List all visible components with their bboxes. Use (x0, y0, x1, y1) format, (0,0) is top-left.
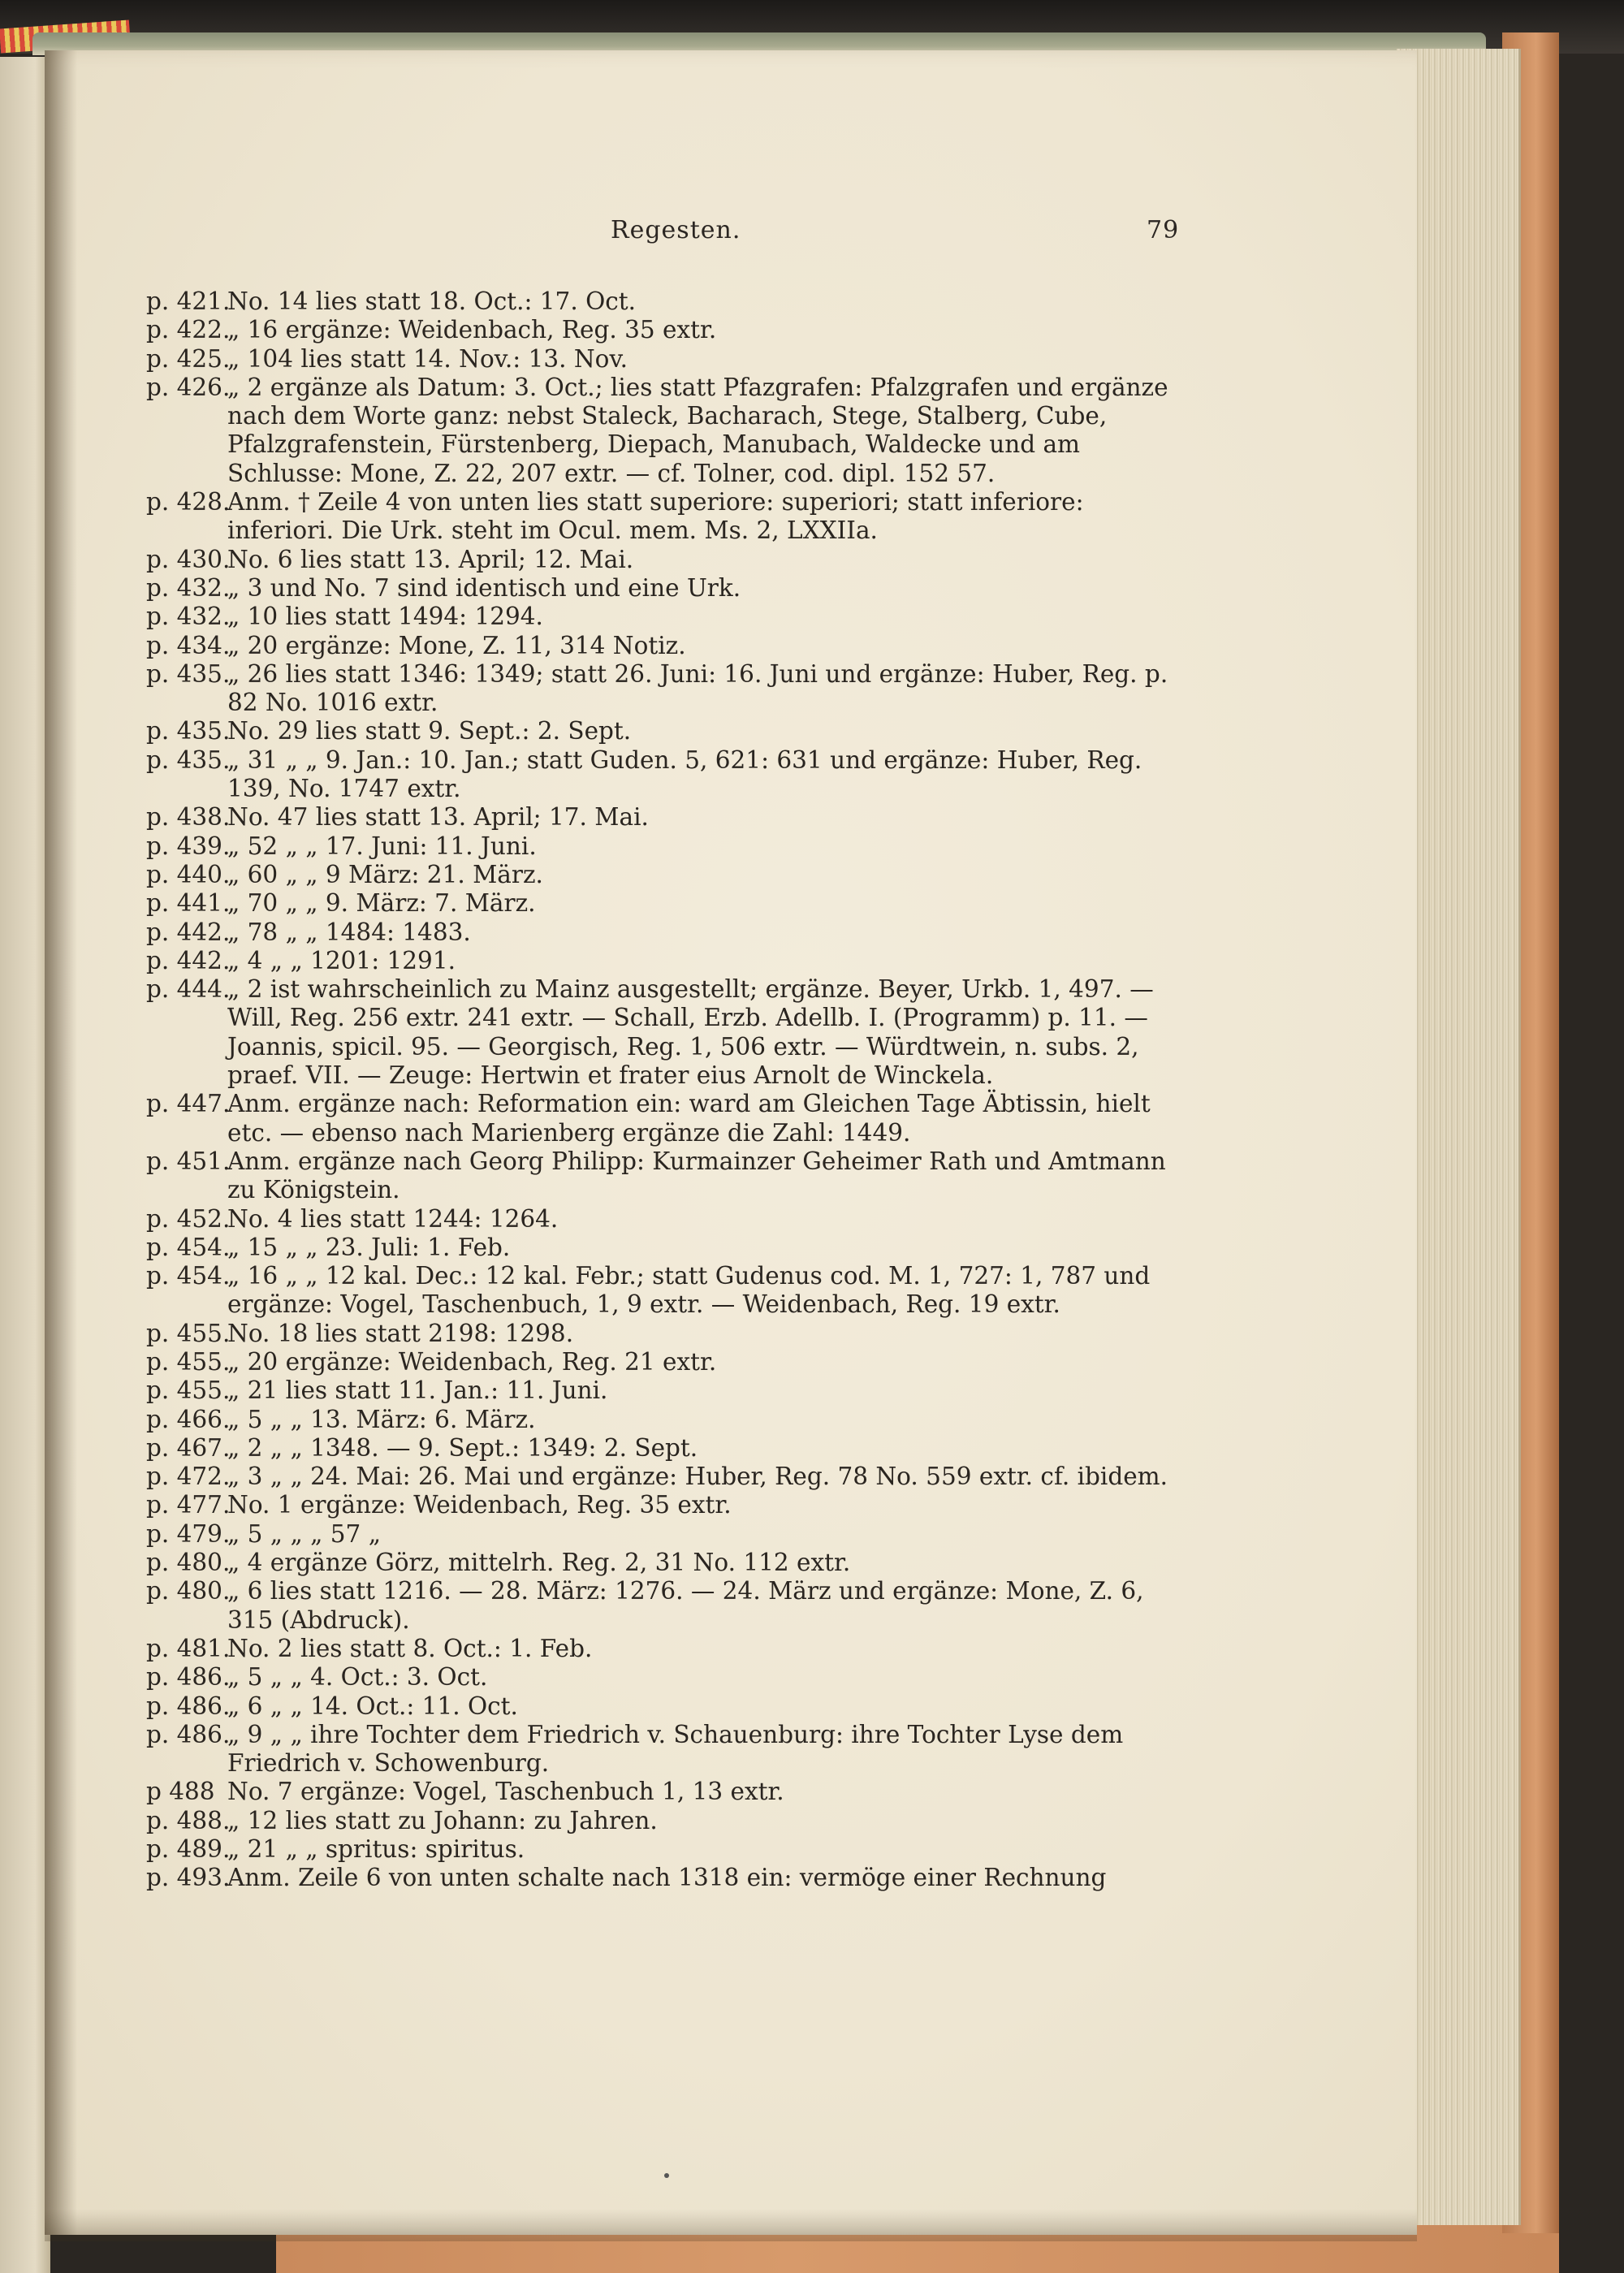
page-reference: p. 434. (146, 631, 231, 659)
errata-entry (146, 947, 1177, 975)
errata-entry (146, 1090, 1177, 1147)
page-reference: p. 486. (146, 1663, 231, 1692)
correction-text: „ 4 ergänze Görz, mittelrh. Reg. 2, 31 No. 112 extr. (227, 1549, 851, 1577)
page-mark (664, 2173, 669, 2178)
errata-entry (146, 1835, 1177, 1864)
correction-text: „ 5 „ „ 13. März: 6. März. (227, 1405, 536, 1433)
errata-list (146, 287, 1177, 1893)
page-reference: p. 425. (146, 344, 231, 373)
page-reference: p. 455. (146, 1347, 231, 1376)
correction-text: „ 16 ergänze: Weidenbach, Reg. 35 extr. (227, 316, 717, 344)
errata-entry (146, 1807, 1177, 1835)
page-reference: p. 421. (146, 287, 231, 315)
page-reference: p. 438. (146, 803, 231, 832)
errata-entry (146, 1234, 1177, 1262)
page-reference: p. 466. (146, 1405, 231, 1433)
correction-text: Anm. † Zeile 4 von unten lies statt superiore: superiori; statt inferiore: inferiori. Die Urk. steht im Ocul. mem. Ms. 2, LXXIIa. (227, 488, 1084, 545)
page-reference: p. 467. (146, 1433, 231, 1462)
errata-entry (146, 374, 1177, 488)
page-reference: p. 455. (146, 1319, 231, 1347)
facing-page-edge (0, 57, 50, 2273)
correction-text: No. 14 lies statt 18. Oct.: 17. Oct. (227, 287, 637, 315)
errata-entry (146, 1491, 1177, 1519)
correction-text: No. 1 ergänze: Weidenbach, Reg. 35 extr. (227, 1491, 732, 1519)
correction-text: „ 6 lies statt 1216. — 28. März: 1276. — 24. März und ergänze: Mone, Z. 6, 315 (Abdruck). (227, 1577, 1144, 1634)
correction-text: „ 78 „ „ 1484: 1483. (227, 918, 471, 946)
errata-entry (146, 660, 1177, 718)
page-reference: p. 493. (146, 1864, 231, 1892)
correction-text: „ 70 „ „ 9. März: 7. März. (227, 889, 536, 918)
page-bottom-shadow (45, 2209, 1417, 2241)
page-reference: p. 435. (146, 717, 231, 745)
correction-text: „ 6 „ „ 14. Oct.: 11. Oct. (227, 1692, 518, 1720)
page-reference: p. 432. (146, 603, 231, 631)
errata-entry (146, 861, 1177, 889)
page-reference: p. 447. (146, 1090, 231, 1118)
errata-entry (146, 1320, 1177, 1348)
correction-text: „ 4 „ „ 1201: 1291. (227, 946, 456, 974)
correction-text: „ 21 „ „ spritus: spiritus. (227, 1835, 525, 1864)
errata-entry (146, 1406, 1177, 1434)
errata-entry (146, 1262, 1177, 1320)
correction-text: Anm. ergänze nach Georg Philipp: Kurmainzer Geheimer Rath und Amtmann zu Königstein. (227, 1147, 1166, 1204)
page-reference: p. 480. (146, 1549, 231, 1577)
page-reference: p. 489. (146, 1835, 231, 1864)
page-reference: p. 479. (146, 1519, 231, 1548)
page-reference: p. 442. (146, 918, 231, 946)
page-reference: p. 452. (146, 1204, 231, 1233)
errata-entry (146, 889, 1177, 918)
page-reference: p. 486. (146, 1720, 231, 1748)
errata-entry (146, 1549, 1177, 1577)
errata-entry (146, 832, 1177, 861)
correction-text: „ 31 „ „ 9. Jan.: 10. Jan.; statt Guden. 5, 621: 631 und ergänze: Huber, Reg. 139, No. 1747 extr. (227, 745, 1142, 803)
correction-text: „ 26 lies statt 1346: 1349; statt 26. Juni: 16. Juni und ergänze: Huber, Reg. p. 82 No. 1016 extr. (227, 659, 1168, 717)
errata-entry (146, 1348, 1177, 1376)
errata-entry (146, 1635, 1177, 1663)
correction-text: „ 104 lies statt 14. Nov.: 13. Nov. (227, 344, 628, 373)
page-reference: p. 472. (146, 1463, 231, 1491)
errata-entry (146, 1577, 1177, 1635)
errata-entry (146, 975, 1177, 1090)
errata-entry (146, 316, 1177, 344)
errata-entry (146, 1663, 1177, 1692)
page-reference: p. 430. (146, 545, 231, 573)
errata-entry (146, 1520, 1177, 1549)
correction-text: No. 2 lies statt 8. Oct.: 1. Feb. (227, 1634, 593, 1662)
page-number: 79 (1147, 216, 1180, 244)
correction-text: „ 60 „ „ 9 März: 21. März. (227, 860, 543, 888)
errata-entry (146, 1864, 1177, 1892)
page-reference: p. 422. (146, 316, 231, 344)
errata-entry (146, 574, 1177, 603)
page-reference: p. 435. (146, 659, 231, 688)
correction-text: „ 2 ergänze als Datum: 3. Oct.; lies statt Pfazgrafen: Pfalzgrafen und ergänze nach dem Worte ganz: nebst Staleck, Bacharach, Stege, Stalberg, Cube, Pfalzgrafenstein, Fürstenberg, Diepach, Manubach, Waldecke und am Schlusse: Mone, Z. 22, 207 extr. — cf. Tolner, cod. dipl. 152 57. (227, 373, 1168, 487)
page-reference: p. 442. (146, 946, 231, 974)
page-reference: p. 481. (146, 1634, 231, 1662)
errata-entry (146, 1147, 1177, 1205)
errata-entry (146, 1463, 1177, 1491)
errata-entry (146, 1205, 1177, 1234)
page-reference: p. 477. (146, 1491, 231, 1519)
correction-text: No. 47 lies statt 13. April; 17. Mai. (227, 803, 649, 832)
page-title: Regesten. (611, 216, 741, 244)
page-reference: p 488 (146, 1778, 215, 1806)
correction-text: „ 5 „ „ „ 57 „ (227, 1519, 381, 1548)
errata-entry (146, 287, 1177, 316)
correction-text: „ 3 „ „ 24. Mai: 26. Mai und ergänze: Huber, Reg. 78 No. 559 extr. cf. ibidem. (227, 1463, 1168, 1491)
errata-entry (146, 345, 1177, 374)
correction-text: No. 7 ergänze: Vogel, Taschenbuch 1, 13 extr. (227, 1778, 784, 1806)
page-reference: p. 454. (146, 1233, 231, 1261)
page-reference: p. 432. (146, 573, 231, 602)
correction-text: „ 10 lies statt 1494: 1294. (227, 603, 543, 631)
correction-text: No. 18 lies statt 2198: 1298. (227, 1319, 574, 1347)
page-reference: p. 441. (146, 889, 231, 918)
page-reference: p. 439. (146, 832, 231, 860)
correction-text: „ 3 und No. 7 sind identisch und eine Urk. (227, 573, 741, 602)
correction-text: „ 21 lies statt 11. Jan.: 11. Juni. (227, 1376, 608, 1405)
correction-text: „ 52 „ „ 17. Juni: 11. Juni. (227, 832, 537, 860)
gutter-shadow (45, 50, 77, 2235)
correction-text: No. 29 lies statt 9. Sept.: 2. Sept. (227, 717, 632, 745)
correction-text: „ 20 ergänze: Weidenbach, Reg. 21 extr. (227, 1347, 717, 1376)
correction-text: „ 15 „ „ 23. Juli: 1. Feb. (227, 1233, 511, 1261)
errata-entry (146, 488, 1177, 546)
errata-entry (146, 746, 1177, 804)
page-reference: p. 444. (146, 975, 231, 1004)
correction-text: „ 5 „ „ 4. Oct.: 3. Oct. (227, 1663, 488, 1692)
correction-text: „ 9 „ „ ihre Tochter dem Friedrich v. Schauenburg: ihre Tochter Lyse dem Friedrich v. Schowenburg. (227, 1720, 1124, 1778)
page-reference: p. 428. (146, 488, 231, 516)
page-reference: p. 488. (146, 1806, 231, 1834)
errata-entry (146, 918, 1177, 947)
page-reference: p. 486. (146, 1692, 231, 1720)
errata-entry (146, 1778, 1177, 1806)
correction-text: „ 20 ergänze: Mone, Z. 11, 314 Notiz. (227, 631, 686, 659)
correction-text: „ 12 lies statt zu Johann: zu Jahren. (227, 1806, 658, 1834)
correction-text: „ 2 „ „ 1348. — 9. Sept.: 1349: 2. Sept. (227, 1433, 698, 1462)
errata-entry (146, 632, 1177, 660)
errata-entry (146, 717, 1177, 745)
page-reference: p. 440. (146, 860, 231, 888)
correction-text: No. 6 lies statt 13. April; 12. Mai. (227, 545, 634, 573)
correction-text: Anm. Zeile 6 von unten schalte nach 1318 ein: vermöge einer Rechnung (227, 1864, 1107, 1892)
correction-text: „ 2 ist wahrscheinlich zu Mainz ausgestellt; ergänze. Beyer, Urkb. 1, 497. — Will, Reg. 256 extr. 241 extr. — Schall, Erzb. Adellb. I. (Programm) p. 11. — Joannis, spicil. 95. — Georgisch, Reg. 1, 506 extr. — Würdtwein, n. subs. 2, praef. VII. — Zeuge: Hertwin et frater eius Arnolt de Winckela. (227, 975, 1154, 1090)
errata-entry (146, 1434, 1177, 1463)
errata-entry (146, 603, 1177, 631)
page-reference: p. 455. (146, 1376, 231, 1405)
errata-entry (146, 1721, 1177, 1778)
page-reference: p. 426. (146, 373, 231, 401)
page-reference: p. 435. (146, 745, 231, 774)
correction-text: No. 4 lies statt 1244: 1264. (227, 1204, 559, 1233)
page-reference: p. 454. (146, 1262, 231, 1290)
errata-entry (146, 1692, 1177, 1721)
correction-text: Anm. ergänze nach: Reformation ein: ward am Gleichen Tage Äbtissin, hielt etc. — ebenso nach Marienberg ergänze die Zahl: 1449. (227, 1090, 1151, 1147)
page-reference: p. 451. (146, 1147, 231, 1175)
errata-entry (146, 1376, 1177, 1405)
correction-text: „ 16 „ „ 12 kal. Dec.: 12 kal. Febr.; statt Gudenus cod. M. 1, 727: 1, 787 und ergänze: Vogel, Taschenbuch, 1, 9 extr. — Weidenbach, Reg. 19 extr. (227, 1262, 1151, 1319)
errata-entry (146, 803, 1177, 832)
page-reference: p. 480. (146, 1577, 231, 1605)
errata-entry (146, 546, 1177, 574)
